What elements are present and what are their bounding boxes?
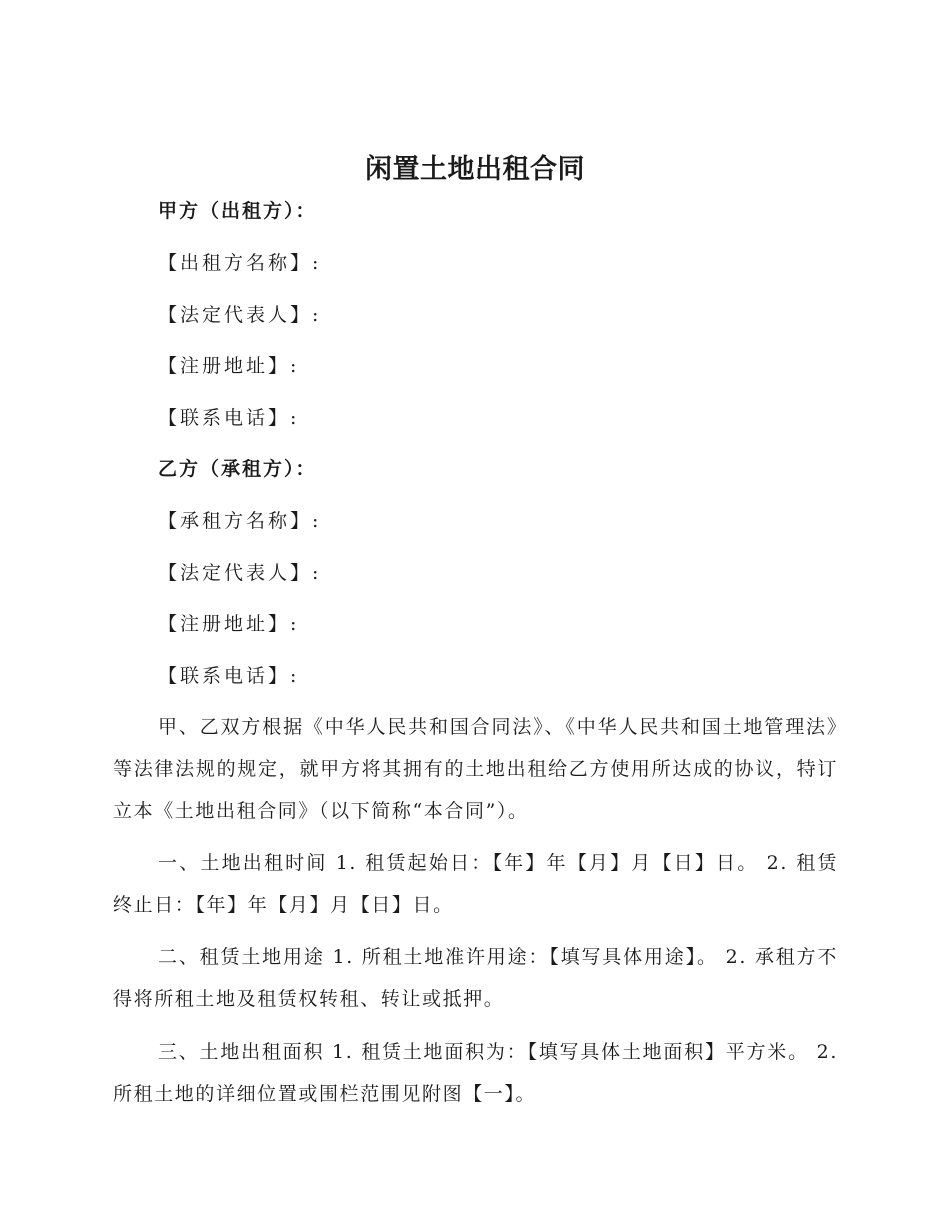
party-b-heading: 乙方（承租方）： <box>158 458 317 480</box>
document-title: 闲置土地出租合同 <box>365 154 585 185</box>
party-b-phone-field: 【联系电话】: <box>158 665 300 687</box>
party-b-address-field: 【注册地址】: <box>158 613 300 635</box>
party-b-representative-field: 【法定代表人】: <box>158 562 322 584</box>
party-a-name-field: 【出租方名称】: <box>158 252 322 274</box>
preamble-paragraph: 甲、乙双方根据《中华人民共和国合同法》、《中华人民共和国土地管理法》等法律法规的规定，就甲方将其拥有的土地出租给乙方使用所达成的协议，特订立本《土地出租合同》（以下简称“本合同”）。 <box>113 716 838 822</box>
clause-rental-period: 一、土地出租时间 1. 租赁起始日：【年】年【月】月【日】日。 2. 租赁终止日：【年】年【月】月【日】日。 <box>113 852 838 916</box>
party-a-heading: 甲方（出租方）： <box>158 200 317 222</box>
clause-land-use: 二、租赁土地用途 1. 所租土地准许用途：【填写具体用途】。 2. 承租方不得将所租土地及租赁权转租、转让或抵押。 <box>113 946 838 1010</box>
party-a-address-field: 【注册地址】: <box>158 355 300 377</box>
clause-land-area: 三、土地出租面积 1. 租赁土地面积为：【填写具体土地面积】平方米。 2. 所租土地的详细位置或围栏范围见附图【一】。 <box>113 1041 838 1105</box>
party-a-representative-field: 【法定代表人】: <box>158 304 322 326</box>
party-a-phone-field: 【联系电话】: <box>158 407 300 429</box>
party-b-name-field: 【承租方名称】: <box>158 510 322 532</box>
